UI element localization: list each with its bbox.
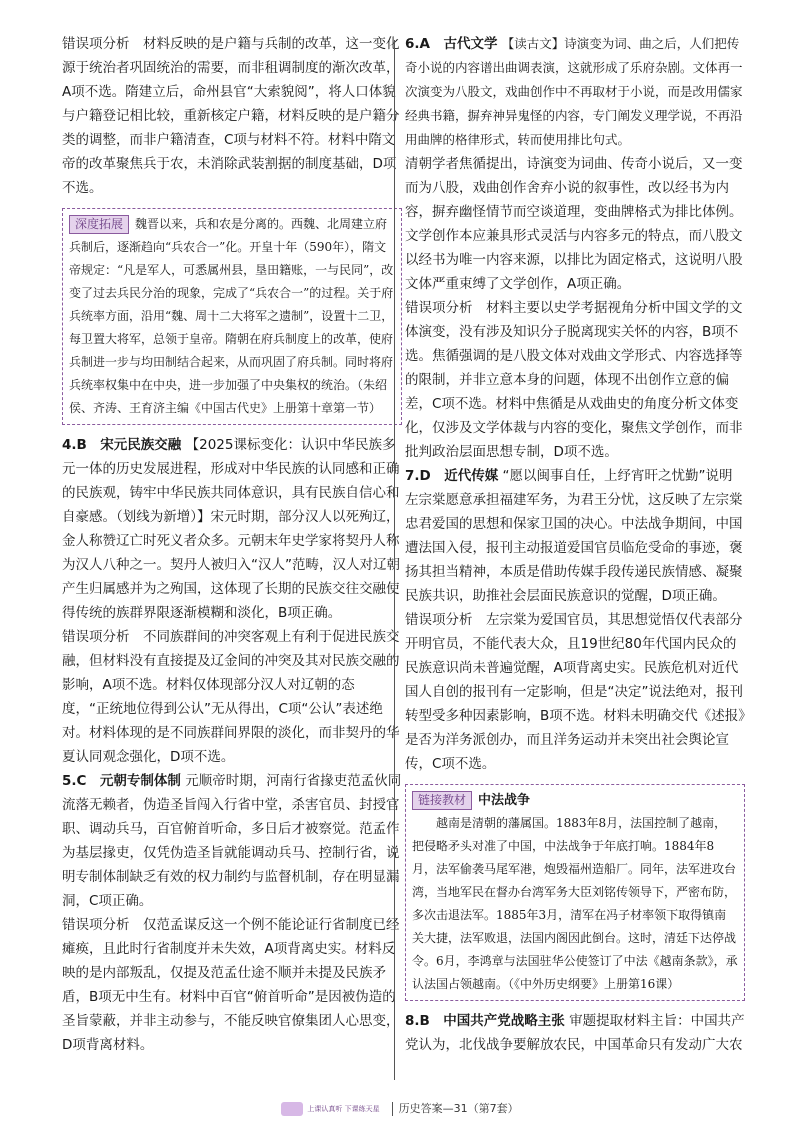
page-number: 历史答案—31（第7套） (398, 1102, 519, 1115)
q4-heading: 4.B 宋元民族交融 (62, 437, 182, 453)
textbook-link-tag: 链接教材 (412, 791, 472, 810)
footer-separator (392, 1102, 393, 1116)
q6-error-analysis: 错误项分析 材料主要以史学考据视角分析中国文学的文体演变，没有涉及知识分子脱离现实关怀的内容，B项不选。焦循强调的是八股文体对戏曲文学形式、内容选择等的限制，并非立意本身的问题，体现不出创作立意的偏差，C项不选。材料中焦循是从戏曲史的角度分析文体变化，仅涉及文学体裁与内容的变化，聚焦文学创作，而非批判政治层面思想专制，D项不选。 (405, 300, 743, 460)
q7-block (405, 464, 745, 608)
q7-error-analysis: 错误项分析 左宗棠为爱国官员，其思想觉悟仅代表部分开明官员，不能代表大众，且19世纪80年代国内民众的民族意识尚未普遍觉醒，A项背离史实。民族危机对近代国人自创的报刊有一定影响，但是“决定”说法绝对，报刊转型受多种因素影响，B项不选。材料未明确交代《述报》是否为洋务派创办，而且洋务运动并未突出社会舆论宣传，C项不选。 (405, 612, 746, 772)
q6-block (405, 32, 745, 152)
deep-extension-text: 魏晋以来，兵和农是分离的。西魏、北周建立府兵制后，逐渐趋向“兵农合一”化。开皇十年（590年），隋文帝规定：“凡是军人，可悉属州县，垦田籍账，一与民同”，改变了过去兵民分治的现象，完成了“兵农合一”的过程。关于府兵统率方面，沿用“魏、周十二大将军之遗制”，设置十二卫，每卫置大将军，总领于皇帝。隋朝在府兵制度上的改革，使府兵制进一步与均田制结合起来，从而巩固了府兵制。同时将府兵统率权集中在中央，进一步加强了中央集权的统治。（朱绍侯、齐涛、王育济主编《中国古代史》上册第十章第一节） (69, 217, 394, 415)
left-column (62, 32, 402, 1057)
q8-block (405, 1009, 745, 1057)
q8-explanation: 审题提取材料主旨：中国共产党认为，北伐战争要解放农民，中国革命只有发动广大农 (405, 1013, 745, 1053)
textbook-link-box (405, 784, 745, 1001)
brand-logo-icon (281, 1102, 303, 1116)
q8-heading: 8.B 中国共产党战略主张 (405, 1013, 565, 1029)
q6-heading: 6.A 古代文学 (405, 36, 498, 52)
page-footer (0, 1100, 800, 1116)
q3-error-analysis: 错误项分析 材料反映的是户籍与兵制的改革，这一变化源于统治者巩固统治的需要，而非租调制度的渐次改革，A项不选。隋建立后，命州县官“大索貌阅”，将人口体貌与户籍登记相比较，重新核定户籍，材料反映的是户籍分类的调整，而非户籍清查，C项与材料不符。材料中隋文帝的改革聚焦兵于农，未消除武装割据的制度基础，D项不选。 (62, 36, 400, 196)
q7-explanation: “愿以闽事自任，上纾宵旰之忧勤”说明左宗棠愿意承担福建军务，为君王分忧，这反映了左宗棠忠君爱国的思想和保家卫国的决心。中法战争期间，中国遭法国入侵，报刊主动报道爱国官员临危受命的事迹，褒扬其担当精神，本质是借助传媒手段传递民族情感、凝聚民族共识，助推社会层面民族意识的觉醒，D项正确。 (405, 468, 743, 604)
q5-heading: 5.C 元朝专制体制 (62, 773, 181, 789)
q4-block (62, 433, 402, 625)
q4-error-analysis: 错误项分析 不同族群间的冲突客观上有利于促进民族交融，但材料没有直接提及辽金间的冲突及其对民族交融的影响，A项不选。材料仅体现部分汉人对辽朝的态度，“正统地位得到公认”无从得出，C项“公认”表述绝对。材料体现的是不同族群间界限的淡化，而非契丹的华夏认同观念强化，D项不选。 (62, 629, 400, 765)
q4-explanation: 【2025课标变化：认识中华民族多元一体的历史发展进程，形成对中华民族的认同感和正确的民族观，铸牢中华民族共同体意识，具有民族自信心和自豪感。（划线为新增）】宋元时期，部分汉人以死殉辽，金人称赞辽亡时死义者众多。元朝末年史学家将契丹人称为汉人八种之一。契丹人被归入“汉人”范畴，汉人对辽朝产生归属感并为之殉国，这体现了长期的民族交往交融使得传统的族群界限逐渐模糊和淡化，B项正确。 (62, 437, 400, 621)
column-divider (394, 40, 395, 1080)
deep-extension-tag: 深度拓展 (69, 215, 129, 234)
q6-read-classics: 【读古文】诗演变为词、曲之后，人们把传奇小说的内容谱出曲调表演，这就形成了乐府杂剧。文体再一次演变为八股文，戏曲创作中不再取材于小说，而是改用儒家经典书籍，摒弃神异鬼怪的内容，专门阐发义理学说，不再沿用曲牌的格律形式，转而使用排比句式。 (405, 36, 743, 147)
q5-error-analysis: 错误项分析 仅范孟谋反这一个例不能论证行省制度已经瘫痪，且此时行省制度并未失效，A项背离史实。材料反映的是内部叛乱，仅提及范孟仕途不顺并未提及民族矛盾，B项无中生有。材料中百官“俯首听命”是因被伪造的圣旨蒙蔽，并非主动参与，不能反映官僚集团人心思变，D项背离材料。 (62, 917, 400, 1053)
textbook-link-title: 中法战争 (478, 793, 531, 808)
right-column (405, 32, 745, 1057)
q5-block (62, 769, 402, 913)
q7-heading: 7.D 近代传媒 (405, 468, 499, 484)
deep-extension-box (62, 208, 402, 425)
q6-explanation: 清朝学者焦循提出，诗演变为词曲、传奇小说后，又一变而为八股，戏曲创作舍弃小说的叙事性，改以经书为内容，摒弃幽怪情节而空谈道理，变曲牌格式为排比体例。文学创作本应兼具形式灵活与内容多元的特点，而八股文以经书为唯一内容来源，以排比为固定格式，这说明八股文体严重束缚了文学创作，A项正确。 (405, 156, 743, 292)
q5-explanation: 元顺帝时期，河南行省掾吏范孟伙同流落无赖者，伪造圣旨闯入行省中堂，杀害官员、封授官职、调动兵马，百官俯首听命，多日后才被察觉。范孟作为基层掾吏，仅凭伪造圣旨就能调动兵马、控制行省，说明专制体制缺乏有效的权力制约与监督机制，存在明显漏洞，C项正确。 (62, 773, 402, 909)
textbook-link-text: 越南是清朝的藩属国。1883年8月，法国控制了越南，把侵略矛头对准了中国，中法战争于年底打响。1884年8月，法军偷袭马尾军港，炮毁福州造船厂。同年，法军进攻台湾，当地军民在督办台湾军务大臣刘铭传领导下，严密布防，多次击退法军。1885年3月，清军在冯子材率领下取得镇南关大捷，法军败退，法国内阁因此倒台。这时，清廷下达停战令。6月，李鸿章与法国驻华公使签订了中法《越南条款》，承认法国占领越南。（《中外历史纲要》上册第16课） (412, 816, 738, 991)
brand-slogan: 上课认真听 下课练天星 (307, 1105, 380, 1113)
